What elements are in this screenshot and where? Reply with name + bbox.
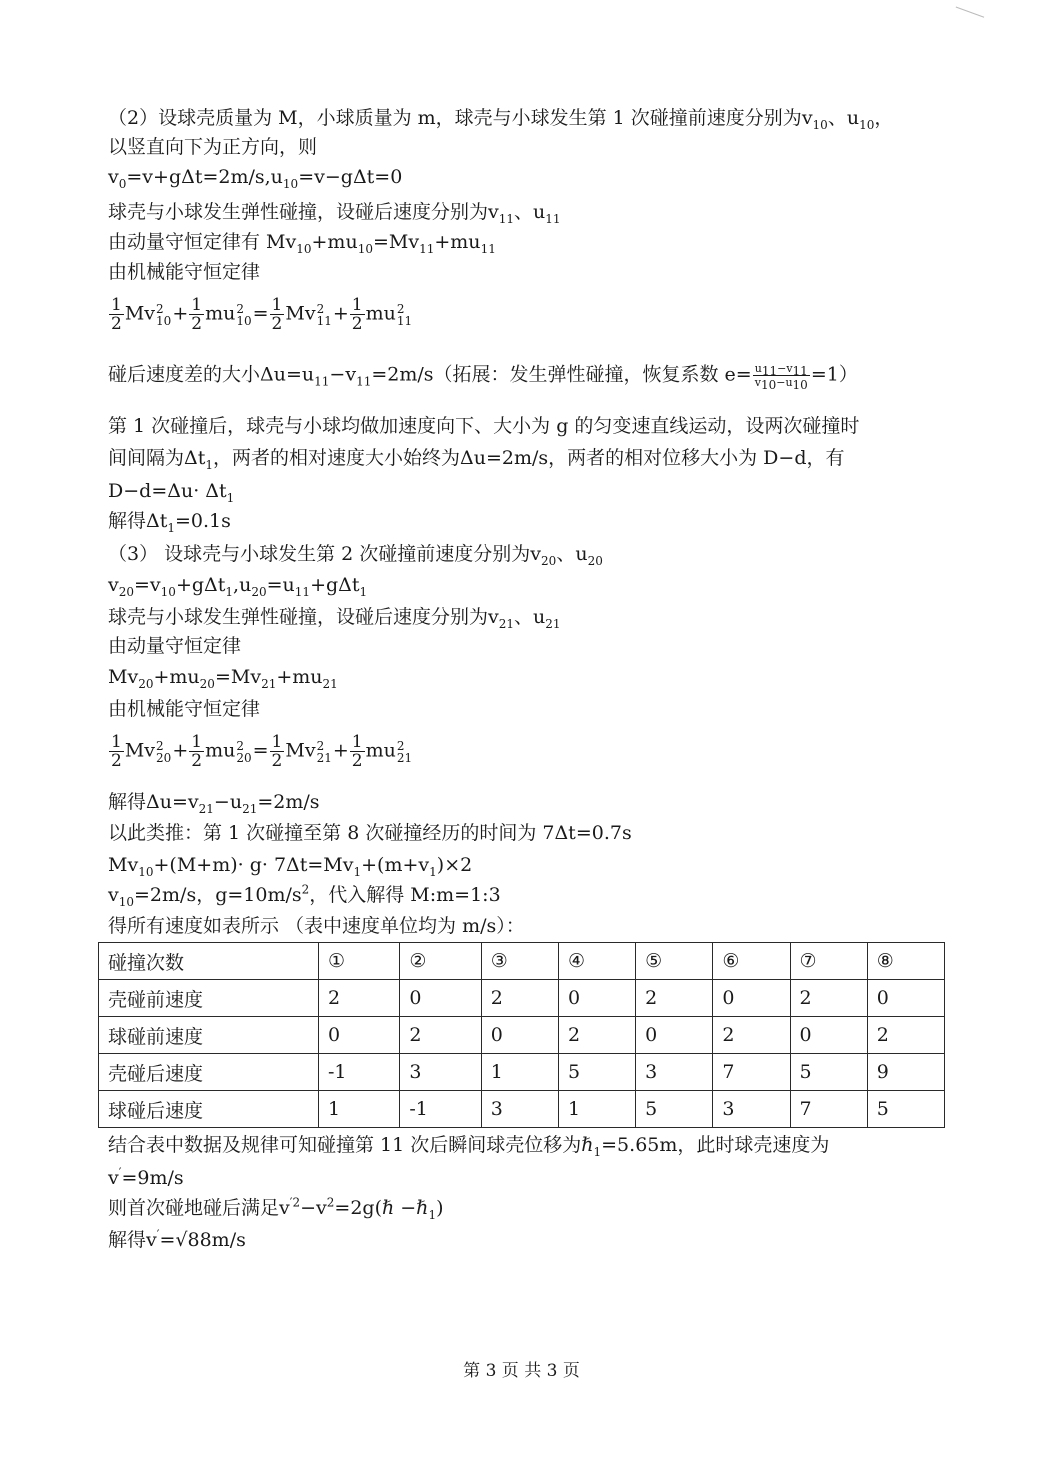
table-row bbox=[99, 980, 945, 1017]
table-cell: 0 bbox=[319, 1017, 400, 1054]
p3-line-5: $Mv_{20}+mu_{20}=Mv_{21}+mu_{21}$ bbox=[108, 666, 338, 691]
table-header-row bbox=[99, 943, 945, 980]
table-cell: 1 bbox=[319, 1091, 400, 1128]
table-cell: 2 bbox=[867, 1017, 944, 1054]
p2-line-10: 间间隔为$\Delta t_1$，两者的相对速度大小始终为Δu=2m/s，两者的相对位移大小为 D−d，有 bbox=[108, 447, 845, 472]
p2-line-11: $D-d=\Delta u\cdot \Delta t_1$ bbox=[108, 480, 235, 505]
p3-energy-equation: $\frac{1}{2}$ Mv 2 20 + $\frac{1}{2}$ mu 2 20 = $\frac{1}{2}$ Mv 2 21 + $\frac{1}{2}$ mu 2 21 bbox=[111, 732, 413, 771]
after-line-4: 解得v′=√88m/s bbox=[108, 1227, 246, 1251]
table-cell: 2 bbox=[319, 980, 400, 1017]
p3-line-11: $v_{10}=2m/s$，$g=10m/s^2$，代入解得 M:m=1:3 bbox=[108, 882, 501, 909]
p3-line-2: $v_{20}=v_{10}+g\Delta t_1,u_{20}=u_{11}+g\Delta t_1$ bbox=[108, 574, 368, 599]
p3-line-12: 得所有速度如表所示 （表中速度单位均为 m/s）： bbox=[108, 915, 525, 937]
p2-line-5: 由动量守恒定律有 $Mv_{10}+mu_{10}=Mv_{11}+mu_{11}$ bbox=[108, 231, 496, 256]
table-header-cell: ⑧ bbox=[867, 943, 944, 980]
table-cell: 1 bbox=[481, 1054, 558, 1091]
velocity-table bbox=[98, 942, 945, 1128]
p2-energy-equation: $\frac{1}{2}$ Mv 2 10 + $\frac{1}{2}$ mu 2 10 = $\frac{1}{2}$ Mv 2 11 + $\frac{1}{2}$ mu 2 11 bbox=[111, 295, 413, 334]
table-cell: 0 bbox=[790, 1017, 867, 1054]
table-cell: 7 bbox=[713, 1054, 790, 1091]
p2-line-9: 第 1 次碰撞后，球壳与小球均做加速度向下、大小为 g 的匀变速直线运动，设两次碰撞时 bbox=[108, 415, 860, 437]
table-cell: 0 bbox=[636, 1017, 713, 1054]
p2-line-12: 解得$\Delta t_1=0.1s$ bbox=[108, 510, 231, 535]
p3-line-6: 由机械能守恒定律 bbox=[108, 698, 261, 720]
page-footer: 第 3 页 共 3 页 bbox=[463, 1361, 580, 1381]
table-cell: 5 bbox=[636, 1091, 713, 1128]
table-cell: 0 bbox=[867, 980, 944, 1017]
table-cell: 5 bbox=[558, 1054, 635, 1091]
table-header-cell: ① bbox=[319, 943, 400, 980]
p3-line-4: 由动量守恒定律 bbox=[108, 635, 242, 657]
table-cell: 2 bbox=[790, 980, 867, 1017]
p2-line-1: （2）设球壳质量为 M，小球质量为 m，球壳与小球发生第 1 次碰撞前速度分别为$v_{10}$、$u_{10}$， bbox=[108, 107, 894, 132]
table-cell: 5 bbox=[790, 1054, 867, 1091]
table-cell: 0 bbox=[713, 980, 790, 1017]
p3-line-9: 以此类推：第 1 次碰撞至第 8 次碰撞经历的时间为 7Δt=0.7s bbox=[108, 822, 632, 844]
table-cell: 球碰后速度 bbox=[99, 1091, 319, 1128]
table-header-cell: ⑥ bbox=[713, 943, 790, 980]
table-cell: 球碰前速度 bbox=[99, 1017, 319, 1054]
table-cell: 7 bbox=[790, 1091, 867, 1128]
p2-line-4: 球壳与小球发生弹性碰撞，设碰后速度分别为$v_{11}$、$u_{11}$ bbox=[108, 201, 561, 226]
p2-line-8: 碰后速度差的大小$\Delta u=u_{11}-v_{11}=2m/s$（拓展：发生弹性碰撞，恢复系数 e= $\frac{u_{11}-v_{11}}{v_{10}-u_{10}}$ =1） bbox=[108, 362, 858, 393]
table-cell: 壳碰后速度 bbox=[99, 1054, 319, 1091]
table-header-cell: ② bbox=[400, 943, 481, 980]
table-cell: 2 bbox=[713, 1017, 790, 1054]
table-cell: 3 bbox=[400, 1054, 481, 1091]
table-header-cell: 碰撞次数 bbox=[99, 943, 319, 980]
table-cell: 5 bbox=[867, 1091, 944, 1128]
p3-line-10: $Mv_{10}+(M+m)\cdot g\cdot 7\Delta t=Mv_1+(m+v_1)\times 2$ bbox=[108, 854, 473, 879]
table-header-cell: ③ bbox=[481, 943, 558, 980]
table-cell: 2 bbox=[481, 980, 558, 1017]
p3-line-8: 解得$\Delta u=v_{21}-u_{21}=2m/s$ bbox=[108, 791, 320, 816]
table-cell: 3 bbox=[636, 1054, 713, 1091]
table-cell: 0 bbox=[558, 980, 635, 1017]
table-header-cell: ⑤ bbox=[636, 943, 713, 980]
table-row bbox=[99, 1017, 945, 1054]
table-header-cell: ④ bbox=[558, 943, 635, 980]
table-cell: 2 bbox=[400, 1017, 481, 1054]
table-row bbox=[99, 1091, 945, 1128]
table-cell: 0 bbox=[400, 980, 481, 1017]
table-cell: 1 bbox=[558, 1091, 635, 1128]
table-header-cell: ⑦ bbox=[790, 943, 867, 980]
table-cell: 2 bbox=[558, 1017, 635, 1054]
table-cell: 壳碰前速度 bbox=[99, 980, 319, 1017]
p2-line-2: 以竖直向下为正方向，则 bbox=[108, 136, 318, 158]
table-cell: 3 bbox=[713, 1091, 790, 1128]
p3-line-3: 球壳与小球发生弹性碰撞，设碰后速度分别为$v_{21}$、$u_{21}$ bbox=[108, 606, 561, 631]
corner-mark bbox=[956, 0, 989, 18]
table-cell: 3 bbox=[481, 1091, 558, 1128]
table-cell: 9 bbox=[867, 1054, 944, 1091]
after-line-1: 结合表中数据及规律可知碰撞第 11 次后瞬间球壳位移为ℏ$_1$=5.65m，此时球壳速度为 bbox=[108, 1134, 830, 1159]
after-line-2: v′=9m/s bbox=[108, 1165, 184, 1189]
p2-line-3: $v_0=v+g\Delta t=2m/s,u_{10}=v-g\Delta t=0$ bbox=[108, 166, 403, 191]
after-line-3: 则首次碰地碰后满足$v^{'2}-v^2=2g(\hbar$ −ℏ$_1$) bbox=[108, 1195, 444, 1222]
table-cell: 2 bbox=[636, 980, 713, 1017]
table-cell: 0 bbox=[481, 1017, 558, 1054]
p2-line-6: 由机械能守恒定律 bbox=[108, 261, 261, 283]
table-cell: -1 bbox=[400, 1091, 481, 1128]
table-cell: -1 bbox=[319, 1054, 400, 1091]
table-row bbox=[99, 1054, 945, 1091]
p3-line-1: （3） 设球壳与小球发生第 2 次碰撞前速度分别为$v_{20}$、$u_{20}$ bbox=[108, 543, 603, 568]
